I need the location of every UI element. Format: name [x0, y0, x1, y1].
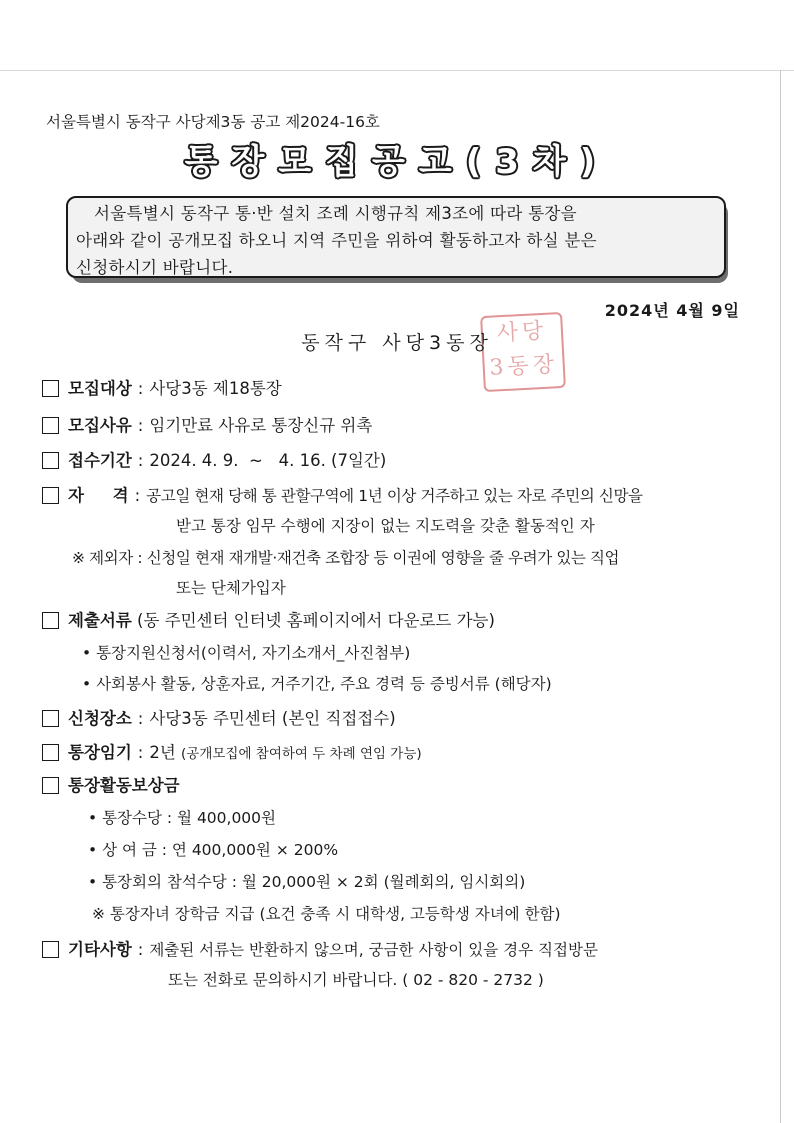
item-place: 신청장소 : 사당3동 주민센터 (본인 직접접수): [42, 705, 396, 729]
item-compensation: [42, 772, 180, 796]
checkbox-icon: [42, 941, 59, 958]
documents-bullet-1: • 통장지원신청서(이력서, 자기소개서_사진첨부): [82, 644, 411, 662]
page-right-edge: [780, 70, 781, 1123]
intro-line-1: 서울특별시 동작구 통·반 설치 조례 시행규칙 제3조에 따라 통장을: [94, 204, 577, 223]
notice-number: 서울특별시 동작구 사당제3동 공고 제2024-16호: [46, 113, 380, 131]
compensation-note: ※ 통장자녀 장학금 지급 (요건 충족 시 대학생, 고등학생 자녀에 한함): [92, 905, 561, 923]
item-other: 기타사항 : 제출된 서류는 반환하지 않으며, 궁금한 사항이 있을 경우 직접방문: [42, 936, 598, 960]
item-reason: 모집사유 : 임기만료 사유로 통장신규 위촉: [42, 412, 372, 436]
page-top-edge: [0, 70, 794, 71]
compensation-bullet-2: • 상 여 금 : 연 400,000원 × 200%: [88, 841, 339, 859]
item-value: 사당3동 주민센터 (본인 직접접수): [149, 709, 396, 728]
item-value: 사당3동 제18통장: [149, 379, 282, 398]
qualification-line-2: 받고 통장 임무 수행에 지장이 없는 지도력을 갖춘 활동적인 자: [176, 517, 595, 535]
item-label: 신청장소: [68, 709, 132, 728]
checkbox-icon: [42, 380, 59, 397]
exclusion-label: ※ 제외자 :: [72, 549, 143, 567]
item-value-line-1: 제출된 서류는 반환하지 않으며, 궁금한 사항이 있을 경우 직접방문: [149, 941, 598, 959]
checkbox-icon: [42, 710, 59, 727]
checkbox-icon: [42, 777, 59, 794]
item-label: 기타사항: [68, 940, 132, 959]
checkbox-icon: [42, 744, 59, 761]
item-period: 접수기간 : 2024. 4. 9. ~ 4. 16. (7일간): [42, 447, 386, 471]
documents-bullet-2: • 사회봉사 활동, 상훈자료, 거주기간, 주요 경력 등 증빙서류 (해당자): [82, 675, 552, 693]
item-note: (동 주민센터 인터넷 홈페이지에서 다운로드 가능): [137, 611, 495, 630]
intro-line-3: 신청하시기 바랍니다.: [76, 258, 234, 277]
item-label: 통장활동보상금: [68, 776, 180, 795]
item-value-line-1: 공고일 현재 당해 통 관할구역에 1년 이상 거주하고 있는 자로 주민의 신망을: [146, 487, 643, 505]
item-documents: [42, 607, 495, 631]
official-seal: 사당 3동장: [480, 312, 566, 392]
page-title: 통장모집공고(3차): [184, 142, 610, 182]
intro-line-2: 아래와 같이 공개모집 하오니 지역 주민을 위하여 활동하고자 하실 분은: [76, 231, 597, 250]
compensation-bullet-3: • 통장회의 참석수당 : 월 20,000원 × 2회 (월례회의, 임시회의): [88, 873, 526, 891]
signatory: 동작구 사당3동장: [301, 332, 493, 354]
intro-box: [66, 196, 726, 278]
item-label: 자 격: [68, 486, 129, 505]
checkbox-icon: [42, 417, 59, 434]
exclusion: [72, 546, 619, 568]
exclusion-line-2: 또는 단체가입자: [176, 579, 286, 597]
compensation-bullet-1: • 통장수당 : 월 400,000원: [88, 809, 277, 827]
item-qualification: 자 격 : 공고일 현재 당해 통 관할구역에 1년 이상 거주하고 있는 자로 주민의 신망을: [42, 482, 643, 506]
item-target: 모집대상 : 사당3동 제18통장: [42, 375, 282, 399]
item-label: 제출서류: [68, 611, 132, 630]
exclusion-line-1: 신청일 현재 재개발·재건축 조합장 등 이권에 영향을 줄 우려가 있는 직업: [146, 549, 620, 567]
item-label: 통장임기: [68, 743, 132, 762]
item-value: 2년: [149, 743, 176, 762]
checkbox-icon: [42, 612, 59, 629]
other-line-2: 또는 전화로 문의하시기 바랍니다. ( 02 - 820 - 2732 ): [168, 971, 544, 989]
item-value: 임기만료 사유로 통장신규 위촉: [149, 416, 373, 435]
item-note: (공개모집에 참여하여 두 차례 연임 가능): [181, 746, 422, 762]
item-label: 모집사유: [68, 416, 132, 435]
item-label: 모집대상: [68, 379, 132, 398]
item-term: 통장임기 : 2년 (공개모집에 참여하여 두 차례 연임 가능): [42, 739, 422, 763]
item-label: 접수기간: [68, 451, 132, 470]
checkbox-icon: [42, 452, 59, 469]
notice-date: 2024년 4월 9일: [604, 301, 740, 320]
checkbox-icon: [42, 487, 59, 504]
item-value: 2024. 4. 9. ~ 4. 16. (7일간): [149, 451, 387, 470]
